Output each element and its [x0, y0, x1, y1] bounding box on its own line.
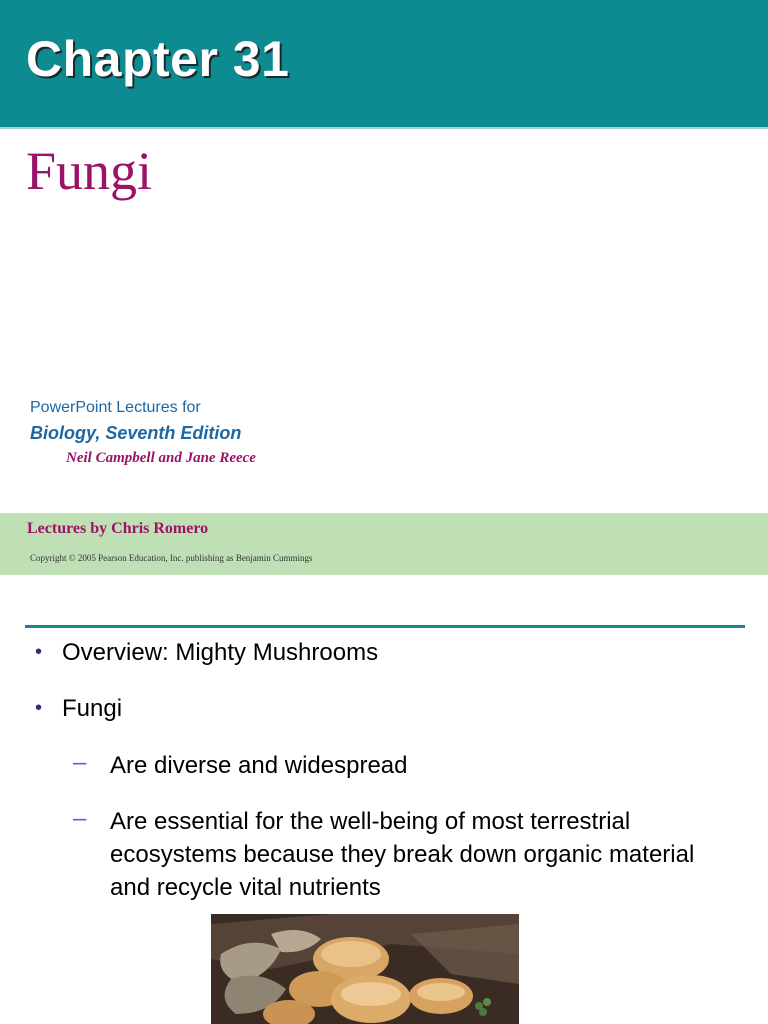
lecturer-credit: Lectures by Chris Romero [27, 520, 209, 537]
dash-icon: – [73, 749, 87, 776]
copyright-notice: Copyright © 2005 Pearson Education, Inc. publishing as Benjamin Cummings [30, 553, 313, 563]
bullet-dot-icon: • [35, 641, 43, 663]
bullet-text: Fungi [62, 695, 123, 722]
overview-slide [0, 577, 768, 1024]
bullet-text: Overview: Mighty Mushrooms [62, 639, 379, 666]
sub-bullet-text: Are diverse and widespread [110, 752, 408, 779]
book-title: Biology, Seventh Edition [30, 423, 242, 443]
powerpoint-lectures-label: PowerPoint Lectures for [30, 399, 201, 416]
title-bar-underline [0, 127, 768, 129]
dash-icon: – [73, 805, 87, 832]
chapter-title: Chapter 31 [26, 31, 290, 87]
lecturer-band [0, 513, 768, 575]
sub-bullet-text: Are essential for the well-being of most terrestrial ecosystems because they break down organic material and recycle vital nutrients [110, 808, 695, 901]
mushroom-illustration [211, 914, 519, 1024]
header-rule [25, 625, 745, 628]
mushroom-photo [211, 914, 519, 1024]
subject-title: Fungi [26, 141, 153, 201]
title-bar [0, 0, 768, 127]
bullet-dot-icon: • [35, 697, 43, 719]
book-authors: Neil Campbell and Jane Reece [66, 450, 256, 466]
